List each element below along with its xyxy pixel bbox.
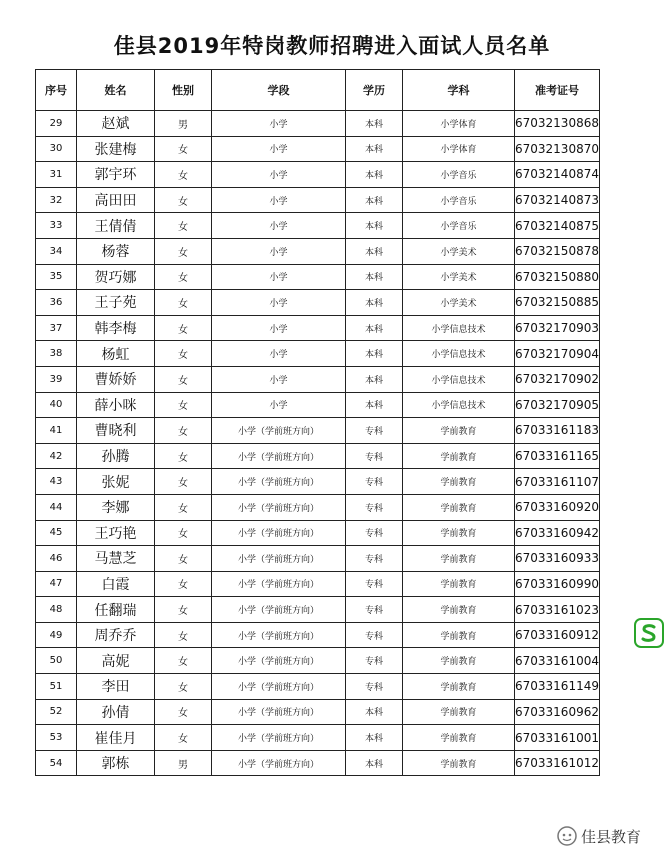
cell-name: 郭栋 bbox=[77, 750, 155, 776]
table-row bbox=[36, 341, 600, 367]
cell-subject: 学前教育 bbox=[403, 494, 515, 520]
cell-subject: 学前教育 bbox=[403, 418, 515, 444]
header-education: 学历 bbox=[346, 70, 403, 111]
cell-no: 35 bbox=[36, 264, 77, 290]
cell-stage: 小学 bbox=[212, 238, 346, 264]
cell-stage: 小学 bbox=[212, 392, 346, 418]
cell-stage: 小学（学前班方向） bbox=[212, 674, 346, 700]
cell-no: 45 bbox=[36, 520, 77, 546]
page-title: 佳县2019年特岗教师招聘进入面试人员名单 bbox=[113, 34, 551, 58]
cell-exam-id: 67033161107 bbox=[515, 469, 600, 495]
cell-exam-id: 67033161004 bbox=[515, 648, 600, 674]
cell-stage: 小学（学前班方向） bbox=[212, 469, 346, 495]
cell-education: 专科 bbox=[346, 546, 403, 572]
header-exam-id: 准考证号 bbox=[515, 70, 600, 111]
cell-sex: 男 bbox=[155, 750, 212, 776]
table-row bbox=[36, 264, 600, 290]
cell-exam-id: 67033160920 bbox=[515, 494, 600, 520]
cell-name: 白霞 bbox=[77, 571, 155, 597]
cell-name: 曹娇娇 bbox=[77, 366, 155, 392]
header-sex: 性别 bbox=[155, 70, 212, 111]
cell-subject: 学前教育 bbox=[403, 469, 515, 495]
cell-stage: 小学 bbox=[212, 187, 346, 213]
cell-education: 本科 bbox=[346, 111, 403, 137]
cell-exam-id: 67032170902 bbox=[515, 366, 600, 392]
cell-stage: 小学（学前班方向） bbox=[212, 494, 346, 520]
cell-education: 专科 bbox=[346, 494, 403, 520]
cell-sex: 女 bbox=[155, 290, 212, 316]
cell-sex: 女 bbox=[155, 264, 212, 290]
cell-education: 专科 bbox=[346, 622, 403, 648]
table-row bbox=[36, 136, 600, 162]
cell-stage: 小学（学前班方向） bbox=[212, 699, 346, 725]
cell-no: 43 bbox=[36, 469, 77, 495]
cell-name: 薛小咪 bbox=[77, 392, 155, 418]
cell-education: 专科 bbox=[346, 571, 403, 597]
cell-education: 本科 bbox=[346, 750, 403, 776]
cell-subject: 小学信息技术 bbox=[403, 341, 515, 367]
cell-exam-id: 67032140875 bbox=[515, 213, 600, 239]
table-row bbox=[36, 238, 600, 264]
cell-no: 54 bbox=[36, 750, 77, 776]
table-row bbox=[36, 443, 600, 469]
cell-no: 37 bbox=[36, 315, 77, 341]
cell-subject: 学前教育 bbox=[403, 699, 515, 725]
table-row bbox=[36, 392, 600, 418]
cell-no: 29 bbox=[36, 111, 77, 137]
cell-exam-id: 67032140873 bbox=[515, 187, 600, 213]
cell-no: 34 bbox=[36, 238, 77, 264]
cell-exam-id: 67033161001 bbox=[515, 725, 600, 751]
cell-exam-id: 67032150878 bbox=[515, 238, 600, 264]
cell-sex: 女 bbox=[155, 187, 212, 213]
cell-sex: 女 bbox=[155, 366, 212, 392]
cell-sex: 女 bbox=[155, 315, 212, 341]
cell-exam-id: 67033160962 bbox=[515, 699, 600, 725]
cell-no: 51 bbox=[36, 674, 77, 700]
cell-education: 专科 bbox=[346, 520, 403, 546]
cell-exam-id: 67033160912 bbox=[515, 622, 600, 648]
table-header bbox=[36, 70, 600, 111]
cell-no: 33 bbox=[36, 213, 77, 239]
cell-sex: 女 bbox=[155, 546, 212, 572]
cell-subject: 学前教育 bbox=[403, 597, 515, 623]
cell-name: 曹晓利 bbox=[77, 418, 155, 444]
cell-education: 本科 bbox=[346, 290, 403, 316]
table-row bbox=[36, 187, 600, 213]
table-row bbox=[36, 213, 600, 239]
header-subject: 学科 bbox=[403, 70, 515, 111]
cell-no: 36 bbox=[36, 290, 77, 316]
cell-subject: 学前教育 bbox=[403, 648, 515, 674]
cell-sex: 女 bbox=[155, 162, 212, 188]
cell-name: 李娜 bbox=[77, 494, 155, 520]
cell-exam-id: 67033161165 bbox=[515, 443, 600, 469]
cell-no: 53 bbox=[36, 725, 77, 751]
table-row bbox=[36, 162, 600, 188]
cell-stage: 小学（学前班方向） bbox=[212, 622, 346, 648]
cell-exam-id: 67032140874 bbox=[515, 162, 600, 188]
cell-education: 本科 bbox=[346, 238, 403, 264]
cell-name: 韩李梅 bbox=[77, 315, 155, 341]
cell-education: 本科 bbox=[346, 699, 403, 725]
cell-education: 本科 bbox=[346, 136, 403, 162]
cell-name: 李田 bbox=[77, 674, 155, 700]
cell-exam-id: 67032150880 bbox=[515, 264, 600, 290]
cell-stage: 小学 bbox=[212, 315, 346, 341]
table-row bbox=[36, 366, 600, 392]
cell-sex: 女 bbox=[155, 648, 212, 674]
cell-education: 专科 bbox=[346, 674, 403, 700]
cell-exam-id: 67033160990 bbox=[515, 571, 600, 597]
cell-subject: 学前教育 bbox=[403, 546, 515, 572]
table-row bbox=[36, 750, 600, 776]
cell-exam-id: 67033160933 bbox=[515, 546, 600, 572]
cell-education: 专科 bbox=[346, 469, 403, 495]
cell-sex: 女 bbox=[155, 238, 212, 264]
cell-sex: 女 bbox=[155, 520, 212, 546]
cell-sex: 男 bbox=[155, 111, 212, 137]
cell-name: 赵斌 bbox=[77, 111, 155, 137]
cell-subject: 学前教育 bbox=[403, 571, 515, 597]
cell-education: 专科 bbox=[346, 648, 403, 674]
cell-name: 孙腾 bbox=[77, 443, 155, 469]
cell-exam-id: 67033161012 bbox=[515, 750, 600, 776]
cell-stage: 小学 bbox=[212, 162, 346, 188]
cell-sex: 女 bbox=[155, 136, 212, 162]
table-row bbox=[36, 494, 600, 520]
cell-exam-id: 67033161023 bbox=[515, 597, 600, 623]
cell-stage: 小学 bbox=[212, 366, 346, 392]
cell-sex: 女 bbox=[155, 622, 212, 648]
cell-no: 32 bbox=[36, 187, 77, 213]
table-row bbox=[36, 111, 600, 137]
cell-name: 张建梅 bbox=[77, 136, 155, 162]
cell-exam-id: 67032170904 bbox=[515, 341, 600, 367]
cell-subject: 小学信息技术 bbox=[403, 315, 515, 341]
cell-sex: 女 bbox=[155, 494, 212, 520]
cell-subject: 学前教育 bbox=[403, 725, 515, 751]
cell-no: 38 bbox=[36, 341, 77, 367]
cell-no: 48 bbox=[36, 597, 77, 623]
cell-stage: 小学（学前班方向） bbox=[212, 443, 346, 469]
cell-sex: 女 bbox=[155, 469, 212, 495]
cell-no: 39 bbox=[36, 366, 77, 392]
cell-name: 王子苑 bbox=[77, 290, 155, 316]
table-body bbox=[36, 111, 600, 776]
table-row bbox=[36, 699, 600, 725]
table-row bbox=[36, 597, 600, 623]
cell-name: 杨蓉 bbox=[77, 238, 155, 264]
cell-sex: 女 bbox=[155, 699, 212, 725]
table-row bbox=[36, 418, 600, 444]
cell-subject: 小学音乐 bbox=[403, 213, 515, 239]
cell-sex: 女 bbox=[155, 597, 212, 623]
cell-exam-id: 67032170905 bbox=[515, 392, 600, 418]
cell-no: 30 bbox=[36, 136, 77, 162]
table-row bbox=[36, 315, 600, 341]
cell-name: 崔佳月 bbox=[77, 725, 155, 751]
cell-education: 本科 bbox=[346, 341, 403, 367]
cell-no: 46 bbox=[36, 546, 77, 572]
sogou-s-icon[interactable] bbox=[634, 618, 664, 648]
cell-subject: 学前教育 bbox=[403, 520, 515, 546]
cell-no: 31 bbox=[36, 162, 77, 188]
header-name: 姓名 bbox=[77, 70, 155, 111]
cell-sex: 女 bbox=[155, 443, 212, 469]
cell-name: 高妮 bbox=[77, 648, 155, 674]
cell-subject: 学前教育 bbox=[403, 622, 515, 648]
cell-stage: 小学（学前班方向） bbox=[212, 648, 346, 674]
cell-subject: 小学音乐 bbox=[403, 162, 515, 188]
cell-subject: 小学信息技术 bbox=[403, 392, 515, 418]
cell-stage: 小学（学前班方向） bbox=[212, 571, 346, 597]
cell-education: 专科 bbox=[346, 418, 403, 444]
cell-stage: 小学 bbox=[212, 213, 346, 239]
cell-stage: 小学（学前班方向） bbox=[212, 725, 346, 751]
cell-exam-id: 67032150885 bbox=[515, 290, 600, 316]
cell-no: 47 bbox=[36, 571, 77, 597]
watermark-text: 佳县教育 bbox=[581, 827, 642, 846]
cell-name: 高田田 bbox=[77, 187, 155, 213]
table-row bbox=[36, 546, 600, 572]
cell-exam-id: 67033160942 bbox=[515, 520, 600, 546]
cell-name: 王巧艳 bbox=[77, 520, 155, 546]
cell-stage: 小学（学前班方向） bbox=[212, 520, 346, 546]
cell-education: 专科 bbox=[346, 443, 403, 469]
cell-no: 44 bbox=[36, 494, 77, 520]
cell-exam-id: 67032130868 bbox=[515, 111, 600, 137]
cell-education: 本科 bbox=[346, 264, 403, 290]
cell-sex: 女 bbox=[155, 418, 212, 444]
cell-stage: 小学 bbox=[212, 136, 346, 162]
table-row bbox=[36, 674, 600, 700]
table-row bbox=[36, 571, 600, 597]
cell-education: 本科 bbox=[346, 392, 403, 418]
cell-no: 52 bbox=[36, 699, 77, 725]
cell-education: 本科 bbox=[346, 366, 403, 392]
table-row bbox=[36, 725, 600, 751]
cell-education: 本科 bbox=[346, 213, 403, 239]
header-stage: 学段 bbox=[212, 70, 346, 111]
cell-no: 49 bbox=[36, 622, 77, 648]
header-row bbox=[36, 70, 600, 111]
cell-no: 42 bbox=[36, 443, 77, 469]
cell-no: 41 bbox=[36, 418, 77, 444]
cell-subject: 小学体育 bbox=[403, 111, 515, 137]
cell-exam-id: 67033161149 bbox=[515, 674, 600, 700]
cell-subject: 小学体育 bbox=[403, 136, 515, 162]
cell-stage: 小学 bbox=[212, 111, 346, 137]
cell-sex: 女 bbox=[155, 392, 212, 418]
cell-exam-id: 67033161183 bbox=[515, 418, 600, 444]
cell-sex: 女 bbox=[155, 571, 212, 597]
cell-stage: 小学（学前班方向） bbox=[212, 597, 346, 623]
cell-stage: 小学（学前班方向） bbox=[212, 750, 346, 776]
cell-education: 本科 bbox=[346, 187, 403, 213]
table-row bbox=[36, 648, 600, 674]
cell-name: 郭宇环 bbox=[77, 162, 155, 188]
cell-sex: 女 bbox=[155, 674, 212, 700]
cell-name: 周乔乔 bbox=[77, 622, 155, 648]
cell-name: 王倩倩 bbox=[77, 213, 155, 239]
header-no: 序号 bbox=[36, 70, 77, 111]
cell-education: 本科 bbox=[346, 315, 403, 341]
cell-name: 孙倩 bbox=[77, 699, 155, 725]
wechat-official-account-icon bbox=[556, 825, 578, 847]
table-row bbox=[36, 290, 600, 316]
cell-stage: 小学 bbox=[212, 264, 346, 290]
cell-sex: 女 bbox=[155, 725, 212, 751]
candidate-table bbox=[35, 69, 600, 776]
cell-no: 50 bbox=[36, 648, 77, 674]
cell-name: 贺巧娜 bbox=[77, 264, 155, 290]
cell-subject: 学前教育 bbox=[403, 750, 515, 776]
cell-name: 马慧芝 bbox=[77, 546, 155, 572]
cell-exam-id: 67032170903 bbox=[515, 315, 600, 341]
cell-name: 张妮 bbox=[77, 469, 155, 495]
cell-education: 本科 bbox=[346, 162, 403, 188]
cell-subject: 小学美术 bbox=[403, 290, 515, 316]
cell-stage: 小学（学前班方向） bbox=[212, 418, 346, 444]
cell-subject: 小学美术 bbox=[403, 264, 515, 290]
cell-sex: 女 bbox=[155, 213, 212, 239]
cell-name: 杨虹 bbox=[77, 341, 155, 367]
cell-no: 40 bbox=[36, 392, 77, 418]
cell-sex: 女 bbox=[155, 341, 212, 367]
table-row bbox=[36, 622, 600, 648]
cell-education: 专科 bbox=[346, 597, 403, 623]
cell-education: 本科 bbox=[346, 725, 403, 751]
cell-stage: 小学（学前班方向） bbox=[212, 546, 346, 572]
cell-stage: 小学 bbox=[212, 290, 346, 316]
cell-subject: 学前教育 bbox=[403, 443, 515, 469]
cell-exam-id: 67032130870 bbox=[515, 136, 600, 162]
cell-subject: 小学音乐 bbox=[403, 187, 515, 213]
table-row bbox=[36, 469, 600, 495]
cell-stage: 小学 bbox=[212, 341, 346, 367]
cell-name: 任翻瑞 bbox=[77, 597, 155, 623]
watermark bbox=[556, 824, 641, 848]
cell-subject: 小学信息技术 bbox=[403, 366, 515, 392]
table-row bbox=[36, 520, 600, 546]
cell-subject: 小学美术 bbox=[403, 238, 515, 264]
cell-subject: 学前教育 bbox=[403, 674, 515, 700]
